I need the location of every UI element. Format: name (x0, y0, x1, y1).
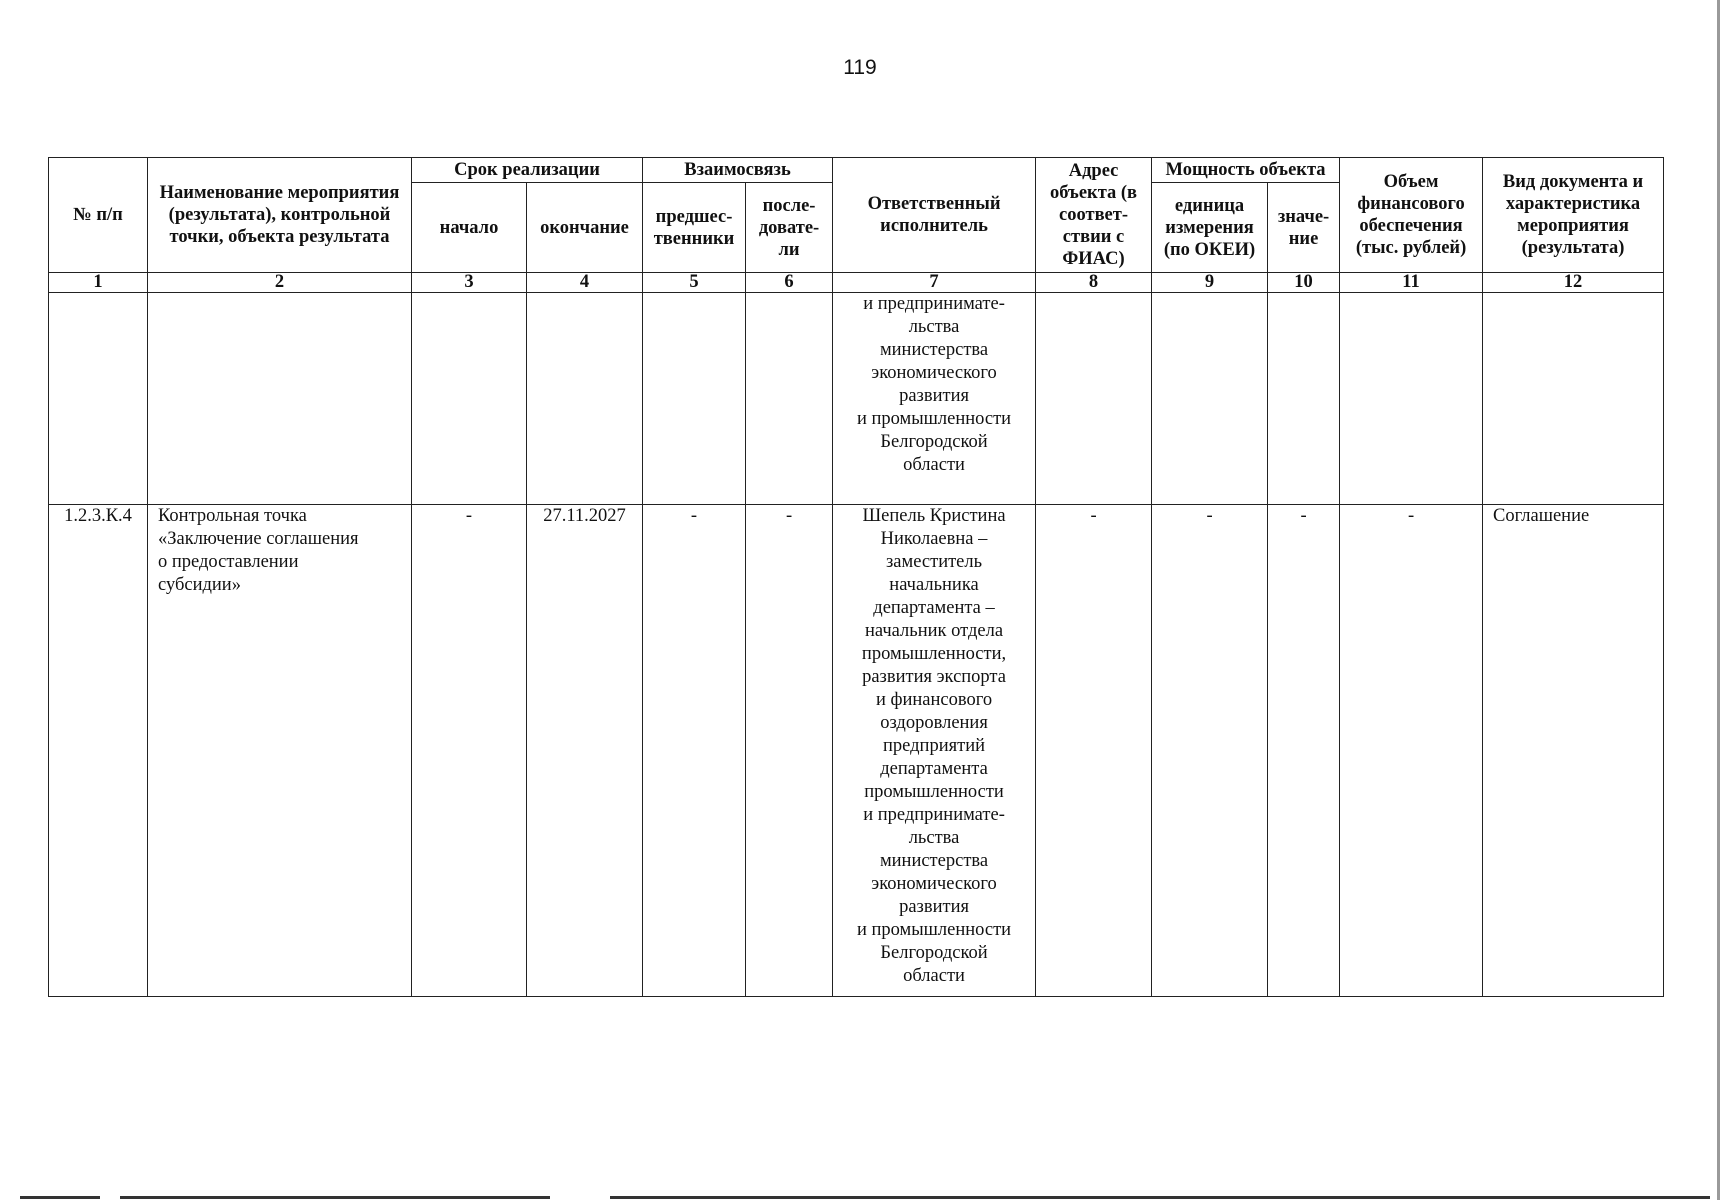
column-number-row (49, 273, 1664, 293)
header-capacity-group: Мощность объекта (1152, 158, 1340, 183)
empty-cell (49, 293, 148, 505)
column-number: 9 (1152, 273, 1268, 293)
cell-value: - (1268, 505, 1340, 997)
header-num: № п/п (49, 158, 148, 273)
empty-cell (1036, 293, 1152, 505)
empty-cell (1152, 293, 1268, 505)
cell-finance: - (1340, 505, 1483, 997)
empty-cell (746, 293, 833, 505)
header-value: значе-ние (1268, 183, 1340, 273)
column-number: 6 (746, 273, 833, 293)
column-number: 12 (1483, 273, 1664, 293)
column-number: 5 (643, 273, 746, 293)
cell-start: - (412, 505, 527, 997)
cell-name: Контрольная точка «Заключение соглашения о предоставлении субсидии» (148, 505, 412, 997)
column-number: 3 (412, 273, 527, 293)
empty-cell (412, 293, 527, 505)
column-number: 1 (49, 273, 148, 293)
continuation-row (49, 293, 1664, 505)
header-link-group: Взаимосвязь (643, 158, 833, 183)
header-start: начало (412, 183, 527, 273)
column-number: 8 (1036, 273, 1152, 293)
table-row (49, 505, 1664, 997)
empty-cell (1483, 293, 1664, 505)
cell-executor-continued: и предпринимате- льства министерства экономического развития и промышленности Белгородской области (833, 293, 1036, 505)
header-finance: Объем финансового обеспечения (тыс. рублей) (1340, 158, 1483, 273)
cell-end: 27.11.2027 (527, 505, 643, 997)
header-unit: единица измерения (по ОКЕИ) (1152, 183, 1268, 273)
plan-table (48, 157, 1664, 997)
cell-predecessors: - (643, 505, 746, 997)
header-name: Наименование мероприятия (результата), контрольной точки, объекта результата (148, 158, 412, 273)
empty-cell (1268, 293, 1340, 505)
scan-edge-line (610, 1196, 1710, 1199)
header-term-group: Срок реализации (412, 158, 643, 183)
header-executor: Ответственный исполнитель (833, 158, 1036, 273)
empty-cell (527, 293, 643, 505)
header-end: окончание (527, 183, 643, 273)
column-number: 7 (833, 273, 1036, 293)
cell-address: - (1036, 505, 1152, 997)
column-number: 11 (1340, 273, 1483, 293)
header-doc-type: Вид документа и характеристика мероприятия (результата) (1483, 158, 1664, 273)
header-successors: после-довате-ли (746, 183, 833, 273)
page-number: 119 (843, 56, 877, 79)
empty-cell (148, 293, 412, 505)
cell-unit: - (1152, 505, 1268, 997)
scan-edge-line (120, 1196, 550, 1199)
cell-num: 1.2.3.К.4 (49, 505, 148, 997)
cell-executor: Шепель Кристина Николаевна – заместитель начальника департамента – начальник отдела промышленности, развития экспорта и финансового оздоровления предприятий департамента промышленности и предпринимате- льства министерства экономического развития и промышленности Белгородской области (833, 505, 1036, 997)
cell-successors: - (746, 505, 833, 997)
column-number: 2 (148, 273, 412, 293)
empty-cell (1340, 293, 1483, 505)
scan-edge-line-left (20, 1196, 100, 1199)
header-address: Адрес объекта (в соответ-ствии с ФИАС) (1036, 158, 1152, 273)
header-predecessors: предшес-твенники (643, 183, 746, 273)
cell-doc-type: Соглашение (1483, 505, 1664, 997)
column-number: 4 (527, 273, 643, 293)
empty-cell (643, 293, 746, 505)
column-number: 10 (1268, 273, 1340, 293)
header-row-top (49, 158, 1664, 183)
